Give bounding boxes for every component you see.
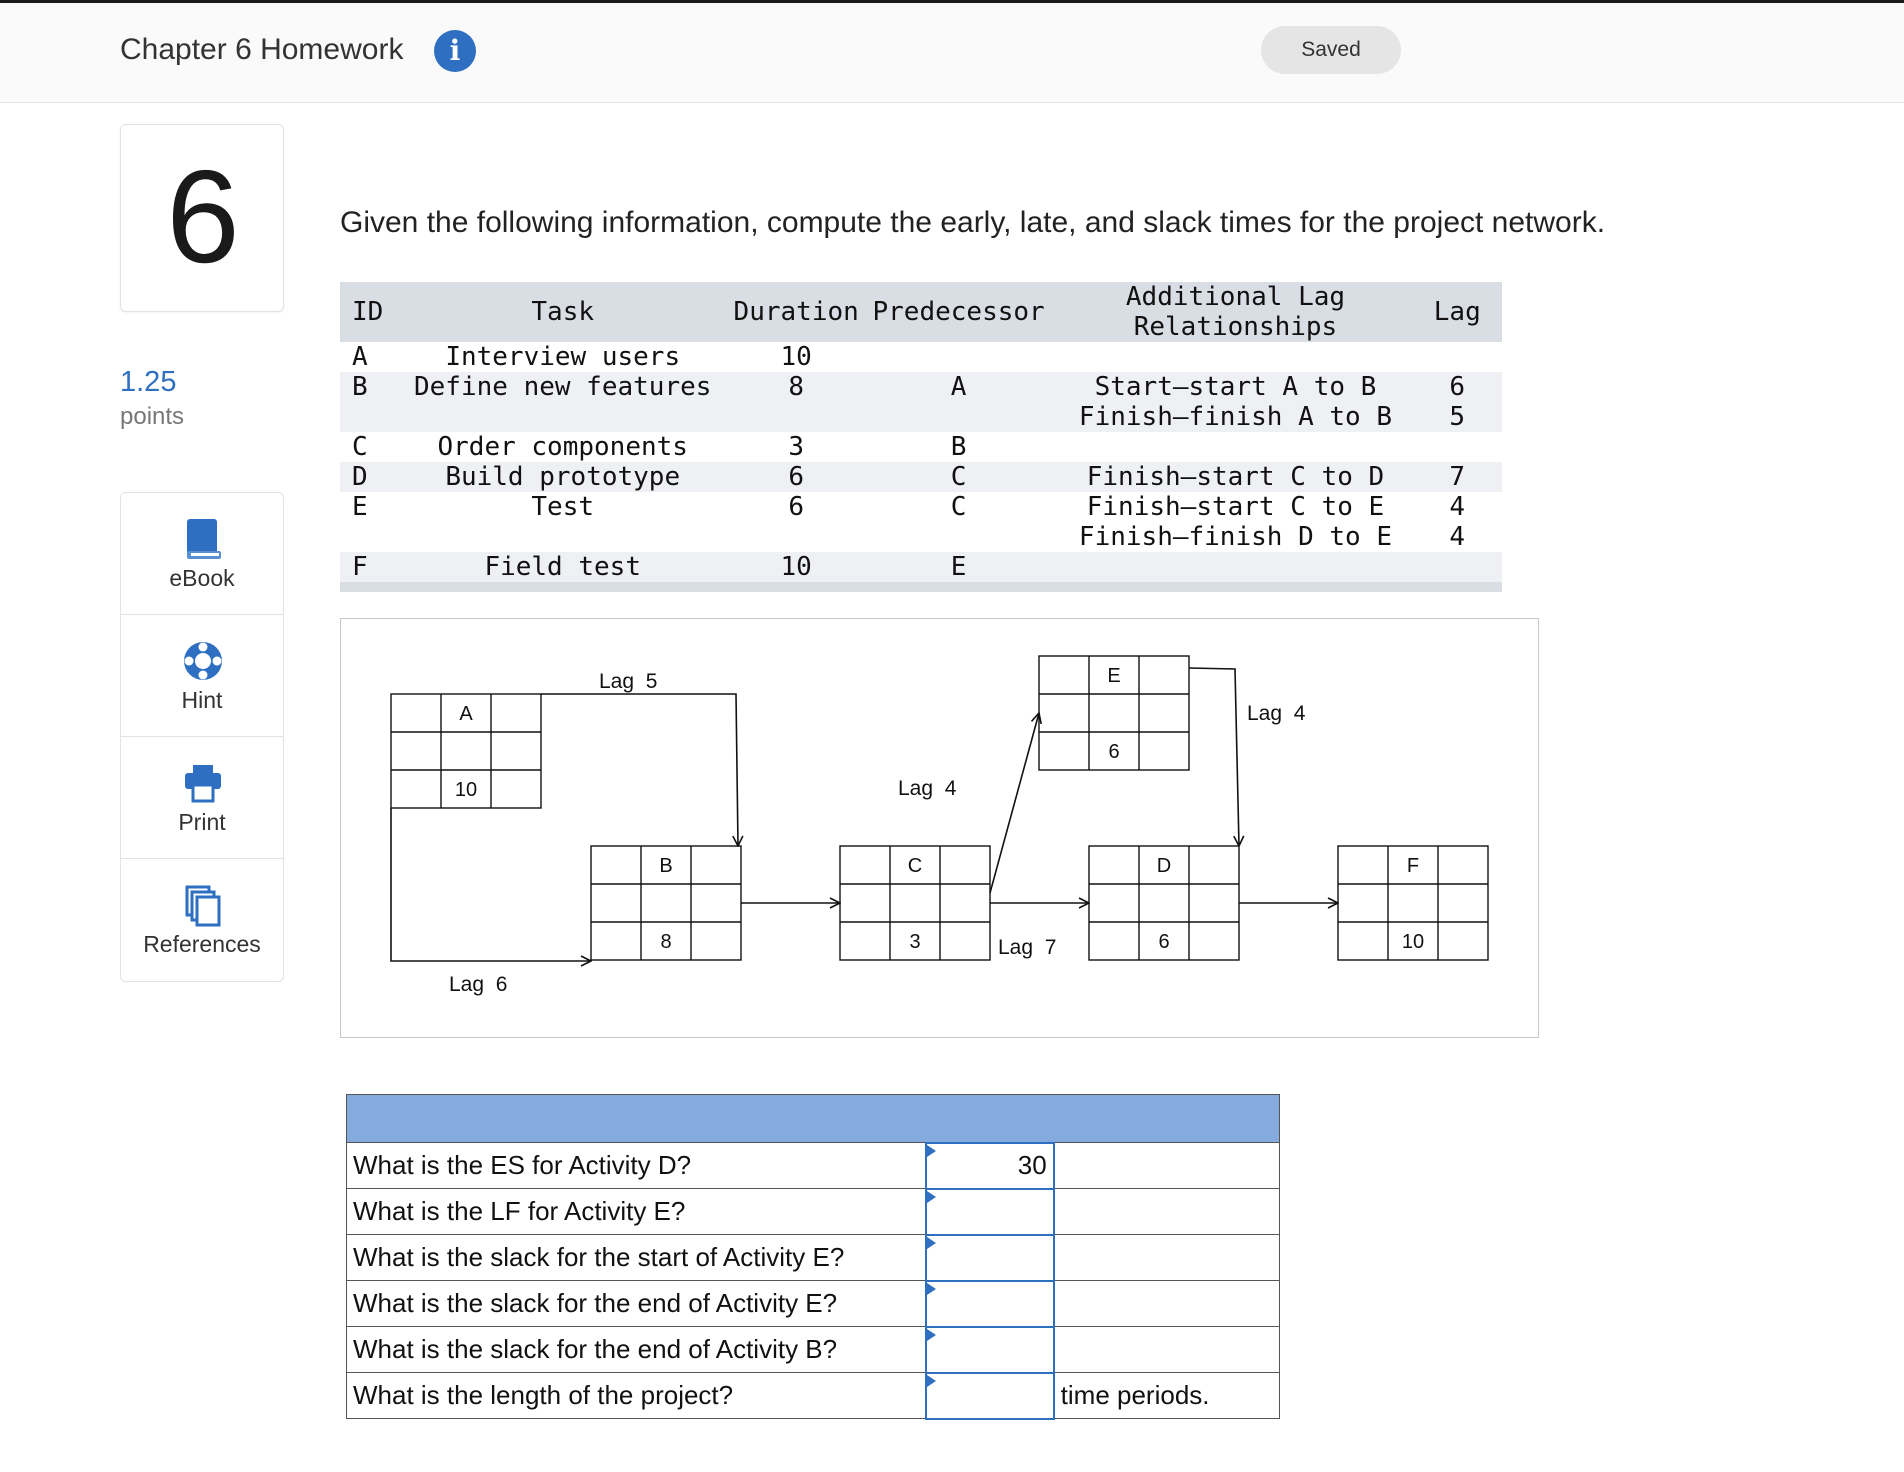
cell-lag: 5	[1413, 402, 1502, 432]
answer-table-header	[347, 1095, 1280, 1143]
answer-row	[347, 1281, 1280, 1327]
info-icon[interactable]: i	[434, 30, 476, 72]
header-duration: Duration	[734, 282, 859, 342]
lifebuoy-icon	[183, 639, 223, 683]
lag-label-ab-ss: Lag 6	[449, 973, 508, 996]
answer-row	[347, 1373, 1280, 1419]
unit-label	[1054, 1235, 1280, 1281]
cell-predecessor	[859, 402, 1059, 432]
input-marker-icon	[927, 1145, 936, 1157]
cell-duration: 10	[734, 552, 859, 582]
question-text: What is the slack for the end of Activity E?	[347, 1281, 926, 1327]
cell-lag: 4	[1449, 522, 1466, 552]
cell-predecessor: A	[859, 372, 1059, 402]
input-marker-icon	[927, 1283, 936, 1295]
answer-row	[347, 1189, 1280, 1235]
node-d-duration: 6	[1158, 931, 1170, 953]
question-text: What is the ES for Activity D?	[347, 1143, 926, 1189]
unit-label	[1054, 1143, 1280, 1189]
node-e-id: E	[1107, 665, 1121, 687]
arrow-c-e	[990, 713, 1039, 893]
node-a-duration: 10	[454, 779, 478, 801]
input-marker-icon	[927, 1191, 936, 1203]
header-bar	[0, 3, 1904, 103]
header-id: ID	[340, 282, 392, 342]
cell-predecessor	[859, 522, 1059, 552]
table-row	[340, 402, 1502, 432]
book-icon	[183, 517, 223, 561]
node-d-id: D	[1156, 855, 1172, 877]
cell-task: Interview users	[445, 342, 681, 372]
header-task: Task	[392, 282, 734, 342]
cell-relationship: Finish–start C to E	[1086, 492, 1385, 522]
input-marker-icon	[927, 1375, 936, 1387]
cell-duration: 6	[734, 462, 859, 492]
points-label: points	[120, 403, 185, 430]
cell-task	[392, 402, 734, 432]
table-row	[340, 462, 1502, 492]
cell-predecessor: C	[859, 462, 1059, 492]
cell-task: Test	[531, 492, 595, 522]
cell-task: Order components	[437, 432, 688, 462]
input-marker-icon	[927, 1329, 936, 1341]
answer-input-slack-end-e[interactable]	[926, 1281, 1054, 1327]
cell-id: B	[340, 372, 392, 402]
cell-lag	[1413, 342, 1502, 372]
cell-predecessor	[859, 342, 1059, 372]
ebook-button[interactable]	[121, 493, 283, 615]
answer-row	[347, 1143, 1280, 1189]
node-c-duration: 3	[909, 931, 921, 953]
answer-input-slack-start-e[interactable]	[926, 1235, 1054, 1281]
print-label: Print	[178, 809, 226, 835]
cell-id: F	[340, 552, 392, 582]
printer-icon	[183, 761, 223, 805]
unit-label	[1054, 1327, 1280, 1373]
hint-button[interactable]	[121, 615, 283, 737]
cell-id	[340, 522, 392, 552]
cell-lag	[1413, 432, 1502, 462]
cell-id: D	[340, 462, 392, 492]
question-number: 6	[166, 143, 240, 290]
cell-relationship: Finish–finish A to B	[1058, 402, 1412, 432]
documents-icon	[183, 883, 223, 927]
cell-predecessor: B	[950, 432, 967, 462]
cell-relationship	[1058, 342, 1412, 372]
footer-cell	[340, 582, 1502, 592]
cell-predecessor: C	[950, 492, 967, 522]
table-row	[340, 432, 1502, 462]
answer-input-slack-end-b[interactable]	[926, 1327, 1054, 1373]
info-table-header	[340, 282, 1502, 342]
cell-relationship: Finish–start C to D	[1058, 462, 1412, 492]
node-c-id: C	[907, 855, 923, 877]
node-e-duration: 6	[1108, 741, 1120, 763]
cell-id: A	[352, 342, 368, 372]
lag-label-ab-ff: Lag 5	[599, 670, 658, 693]
cell-relationship: Start–start A to B	[1058, 372, 1412, 402]
cell-task: Field test	[392, 552, 734, 582]
header-lag: Lag	[1413, 282, 1502, 342]
cell-task	[392, 522, 734, 552]
activity-info-table	[340, 282, 1502, 592]
header-additional-lag	[1058, 282, 1412, 342]
points-value: 1.25	[120, 366, 177, 398]
header-additional-line2: Relationships	[1133, 312, 1338, 342]
input-marker-icon	[927, 1237, 936, 1249]
answer-input-lf-e[interactable]	[926, 1189, 1054, 1235]
cell-duration: 8	[734, 372, 859, 402]
question-prompt: Given the following information, compute the early, late, and slack times for the project network.	[340, 206, 1606, 239]
hint-label: Hint	[181, 687, 223, 713]
network-diagram	[340, 618, 1539, 1038]
answer-input-es-d[interactable]	[926, 1143, 1054, 1189]
unit-label: time periods.	[1054, 1373, 1280, 1419]
cell-predecessor: E	[859, 552, 1059, 582]
cell-id	[340, 402, 392, 432]
answer-value: 30	[1017, 1150, 1047, 1180]
unit-label	[1054, 1189, 1280, 1235]
references-button[interactable]	[121, 859, 283, 981]
lag-label-ce-fs: Lag 4	[898, 777, 957, 800]
cell-relationship	[1058, 432, 1412, 462]
table-row	[340, 492, 1502, 522]
cell-duration: 10	[780, 342, 812, 372]
cell-lag: 7	[1413, 462, 1502, 492]
tools-panel	[120, 492, 284, 982]
table-row	[340, 552, 1502, 582]
question-text: What is the LF for Activity E?	[347, 1189, 926, 1235]
arrow-a-b-start-start	[391, 808, 591, 961]
node-b-id: B	[659, 855, 673, 877]
table-row	[340, 372, 1502, 402]
cell-duration	[734, 522, 859, 552]
cell-id: E	[352, 492, 368, 522]
node-b-duration: 8	[660, 931, 672, 953]
answer-input-project-length[interactable]	[926, 1373, 1054, 1419]
cell-task: Define new features	[392, 372, 734, 402]
answer-row	[347, 1327, 1280, 1373]
print-button[interactable]	[121, 737, 283, 859]
question-text: What is the slack for the start of Activity E?	[347, 1235, 926, 1281]
arrow-a-b-finish-finish	[541, 694, 738, 846]
header-predecessor: Predecessor	[859, 282, 1059, 342]
cell-lag	[1413, 552, 1502, 582]
node-f-duration: 10	[1401, 931, 1425, 953]
cell-task: Build prototype	[392, 462, 734, 492]
question-number-box	[120, 124, 284, 312]
question-text: What is the length of the project?	[347, 1373, 926, 1419]
cell-duration: 6	[788, 492, 804, 522]
question-text: What is the slack for the end of Activity B?	[347, 1327, 926, 1373]
header-additional-line1: Additional Lag	[1125, 282, 1346, 312]
answer-header-cell	[347, 1095, 1280, 1143]
table-footer-bar	[340, 582, 1502, 592]
table-row	[340, 342, 1502, 372]
assignment-title: Chapter 6 Homework	[120, 33, 404, 66]
unit-label	[1054, 1281, 1280, 1327]
answer-table	[346, 1094, 1280, 1420]
cell-lag: 4	[1449, 492, 1466, 522]
node-a-id: A	[459, 703, 473, 725]
saved-status-button[interactable]: Saved	[1261, 26, 1401, 74]
table-row	[340, 522, 1502, 552]
cell-id: C	[352, 432, 368, 462]
cell-duration: 3	[788, 432, 804, 462]
lag-label-cd-fs: Lag 7	[998, 936, 1057, 959]
answer-row	[347, 1235, 1280, 1281]
network-diagram-svg	[341, 619, 1538, 1037]
references-label: References	[143, 931, 261, 957]
cell-duration	[734, 402, 859, 432]
cell-lag: 6	[1413, 372, 1502, 402]
cell-relationship: Finish–finish D to E	[1078, 522, 1392, 552]
node-f-id: F	[1406, 855, 1420, 877]
cell-relationship	[1058, 552, 1412, 582]
ebook-label: eBook	[169, 565, 235, 591]
arrow-e-d-finish-finish	[1189, 668, 1239, 846]
lag-label-de-ff: Lag 4	[1247, 702, 1306, 725]
